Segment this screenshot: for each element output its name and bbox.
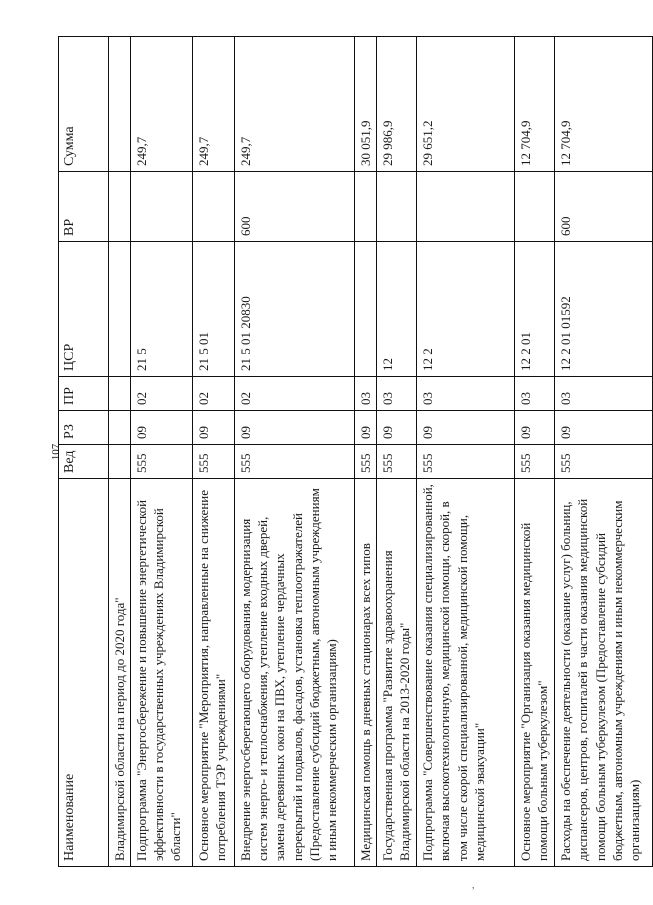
- table-row: [235, 37, 355, 867]
- cell-csr: 21 5: [131, 242, 193, 377]
- cell-ved: 555: [515, 445, 555, 479]
- table-row: [417, 37, 515, 867]
- cell-vr: [131, 172, 193, 242]
- cell-pr: 03: [355, 377, 377, 411]
- cell-rz: 09: [377, 411, 417, 445]
- cell-name: Основное мероприятие "Мероприятия, направленные на снижение потребления ТЭР учреждениями": [193, 479, 235, 867]
- scan-mark: ,: [472, 880, 475, 891]
- cell-vr: [377, 172, 417, 242]
- cell-rz: [109, 411, 131, 445]
- cell-ved: 555: [235, 445, 355, 479]
- rotated-page-content: [58, 37, 642, 867]
- cell-sum: 29 651,2: [417, 37, 515, 172]
- cell-name: Подпрограмма "Совершенствование оказания специализированной, включая высокотехнологичную, медицинской помощи, скорой, в том числе скорой специализированной, медицинской помощи, медицинской эвакуации": [417, 479, 515, 867]
- cell-name: Основное мероприятие "Организация оказания медицинской помощи больным туберкулезом": [515, 479, 555, 867]
- cell-name: Расходы на обеспечение деятельности (оказание услуг) больниц, диспансеров, центров, госпиталей в части оказания медицинской помощи больным туберкулезом (Предоставление субсидий бюджетным, автономным учреждениям и иным некоммерческим организациям): [555, 479, 653, 867]
- cell-vr: 600: [555, 172, 653, 242]
- table-header-row: [59, 37, 109, 867]
- table-row: [355, 37, 377, 867]
- cell-rz: 09: [131, 411, 193, 445]
- table-row: [109, 37, 131, 867]
- cell-sum: 249,7: [131, 37, 193, 172]
- cell-rz: 09: [193, 411, 235, 445]
- cell-pr: 03: [417, 377, 515, 411]
- cell-name: Владимирской области на период до 2020 года": [109, 479, 131, 867]
- cell-rz: 09: [515, 411, 555, 445]
- table-row: [131, 37, 193, 867]
- cell-name: Внедрение энергосберегающего оборудования, модернизация систем энерго- и теплоснабжения, утепление входных дверей, замена деревянных окон на ПВХ, утепление чердачных перекрытий и подвалов, фасадов, установка теплоотражателей (Предоставление субсидий бюджетным, автономным учреждениям и иным некоммерческим организациям): [235, 479, 355, 867]
- header-sum: Сумма: [59, 37, 109, 172]
- cell-vr: [355, 172, 377, 242]
- cell-vr: [193, 172, 235, 242]
- header-name: Наименование: [59, 479, 109, 867]
- cell-csr: 12 2 01: [515, 242, 555, 377]
- cell-csr: 12: [377, 242, 417, 377]
- cell-sum: [109, 37, 131, 172]
- cell-ved: 555: [417, 445, 515, 479]
- cell-pr: 02: [131, 377, 193, 411]
- cell-pr: 02: [235, 377, 355, 411]
- cell-vr: [417, 172, 515, 242]
- cell-ved: 555: [555, 445, 653, 479]
- cell-name: Подпрограмма "Энергосбережение и повышение энергетической эффективности в государственных учреждениях Владимирской области": [131, 479, 193, 867]
- header-ved: Вед: [59, 445, 109, 479]
- cell-pr: 03: [515, 377, 555, 411]
- cell-rz: 09: [235, 411, 355, 445]
- cell-csr: [355, 242, 377, 377]
- header-vr: ВР: [59, 172, 109, 242]
- cell-pr: [109, 377, 131, 411]
- cell-ved: 555: [193, 445, 235, 479]
- cell-ved: 555: [131, 445, 193, 479]
- budget-table: [58, 36, 653, 867]
- cell-sum: 249,7: [235, 37, 355, 172]
- cell-csr: [109, 242, 131, 377]
- header-rz: РЗ: [59, 411, 109, 445]
- table-row: [377, 37, 417, 867]
- cell-vr: [109, 172, 131, 242]
- header-csr: ЦСР: [59, 242, 109, 377]
- table-row: [555, 37, 653, 867]
- cell-csr: 12 2: [417, 242, 515, 377]
- cell-sum: 249,7: [193, 37, 235, 172]
- table-row: [193, 37, 235, 867]
- cell-rz: 09: [555, 411, 653, 445]
- cell-name: Государственная программа "Развитие здравоохранения Владимирской области на 2013-2020 годы": [377, 479, 417, 867]
- cell-sum: 12 704,9: [515, 37, 555, 172]
- cell-name: Медицинская помощь в дневных стационарах всех типов: [355, 479, 377, 867]
- cell-rz: 09: [355, 411, 377, 445]
- table-row: [515, 37, 555, 867]
- cell-ved: 555: [377, 445, 417, 479]
- cell-csr: 12 2 01 01592: [555, 242, 653, 377]
- cell-pr: 03: [377, 377, 417, 411]
- page-number: 107: [50, 443, 62, 461]
- cell-vr: 600: [235, 172, 355, 242]
- cell-csr: 21 5 01 20830: [235, 242, 355, 377]
- cell-sum: 29 986,9: [377, 37, 417, 172]
- cell-rz: 09: [417, 411, 515, 445]
- header-pr: ПР: [59, 377, 109, 411]
- cell-sum: 12 704,9: [555, 37, 653, 172]
- cell-csr: 21 5 01: [193, 242, 235, 377]
- cell-vr: [515, 172, 555, 242]
- cell-pr: 03: [555, 377, 653, 411]
- cell-sum: 30 051,9: [355, 37, 377, 172]
- cell-ved: 555: [355, 445, 377, 479]
- cell-ved: [109, 445, 131, 479]
- cell-pr: 02: [193, 377, 235, 411]
